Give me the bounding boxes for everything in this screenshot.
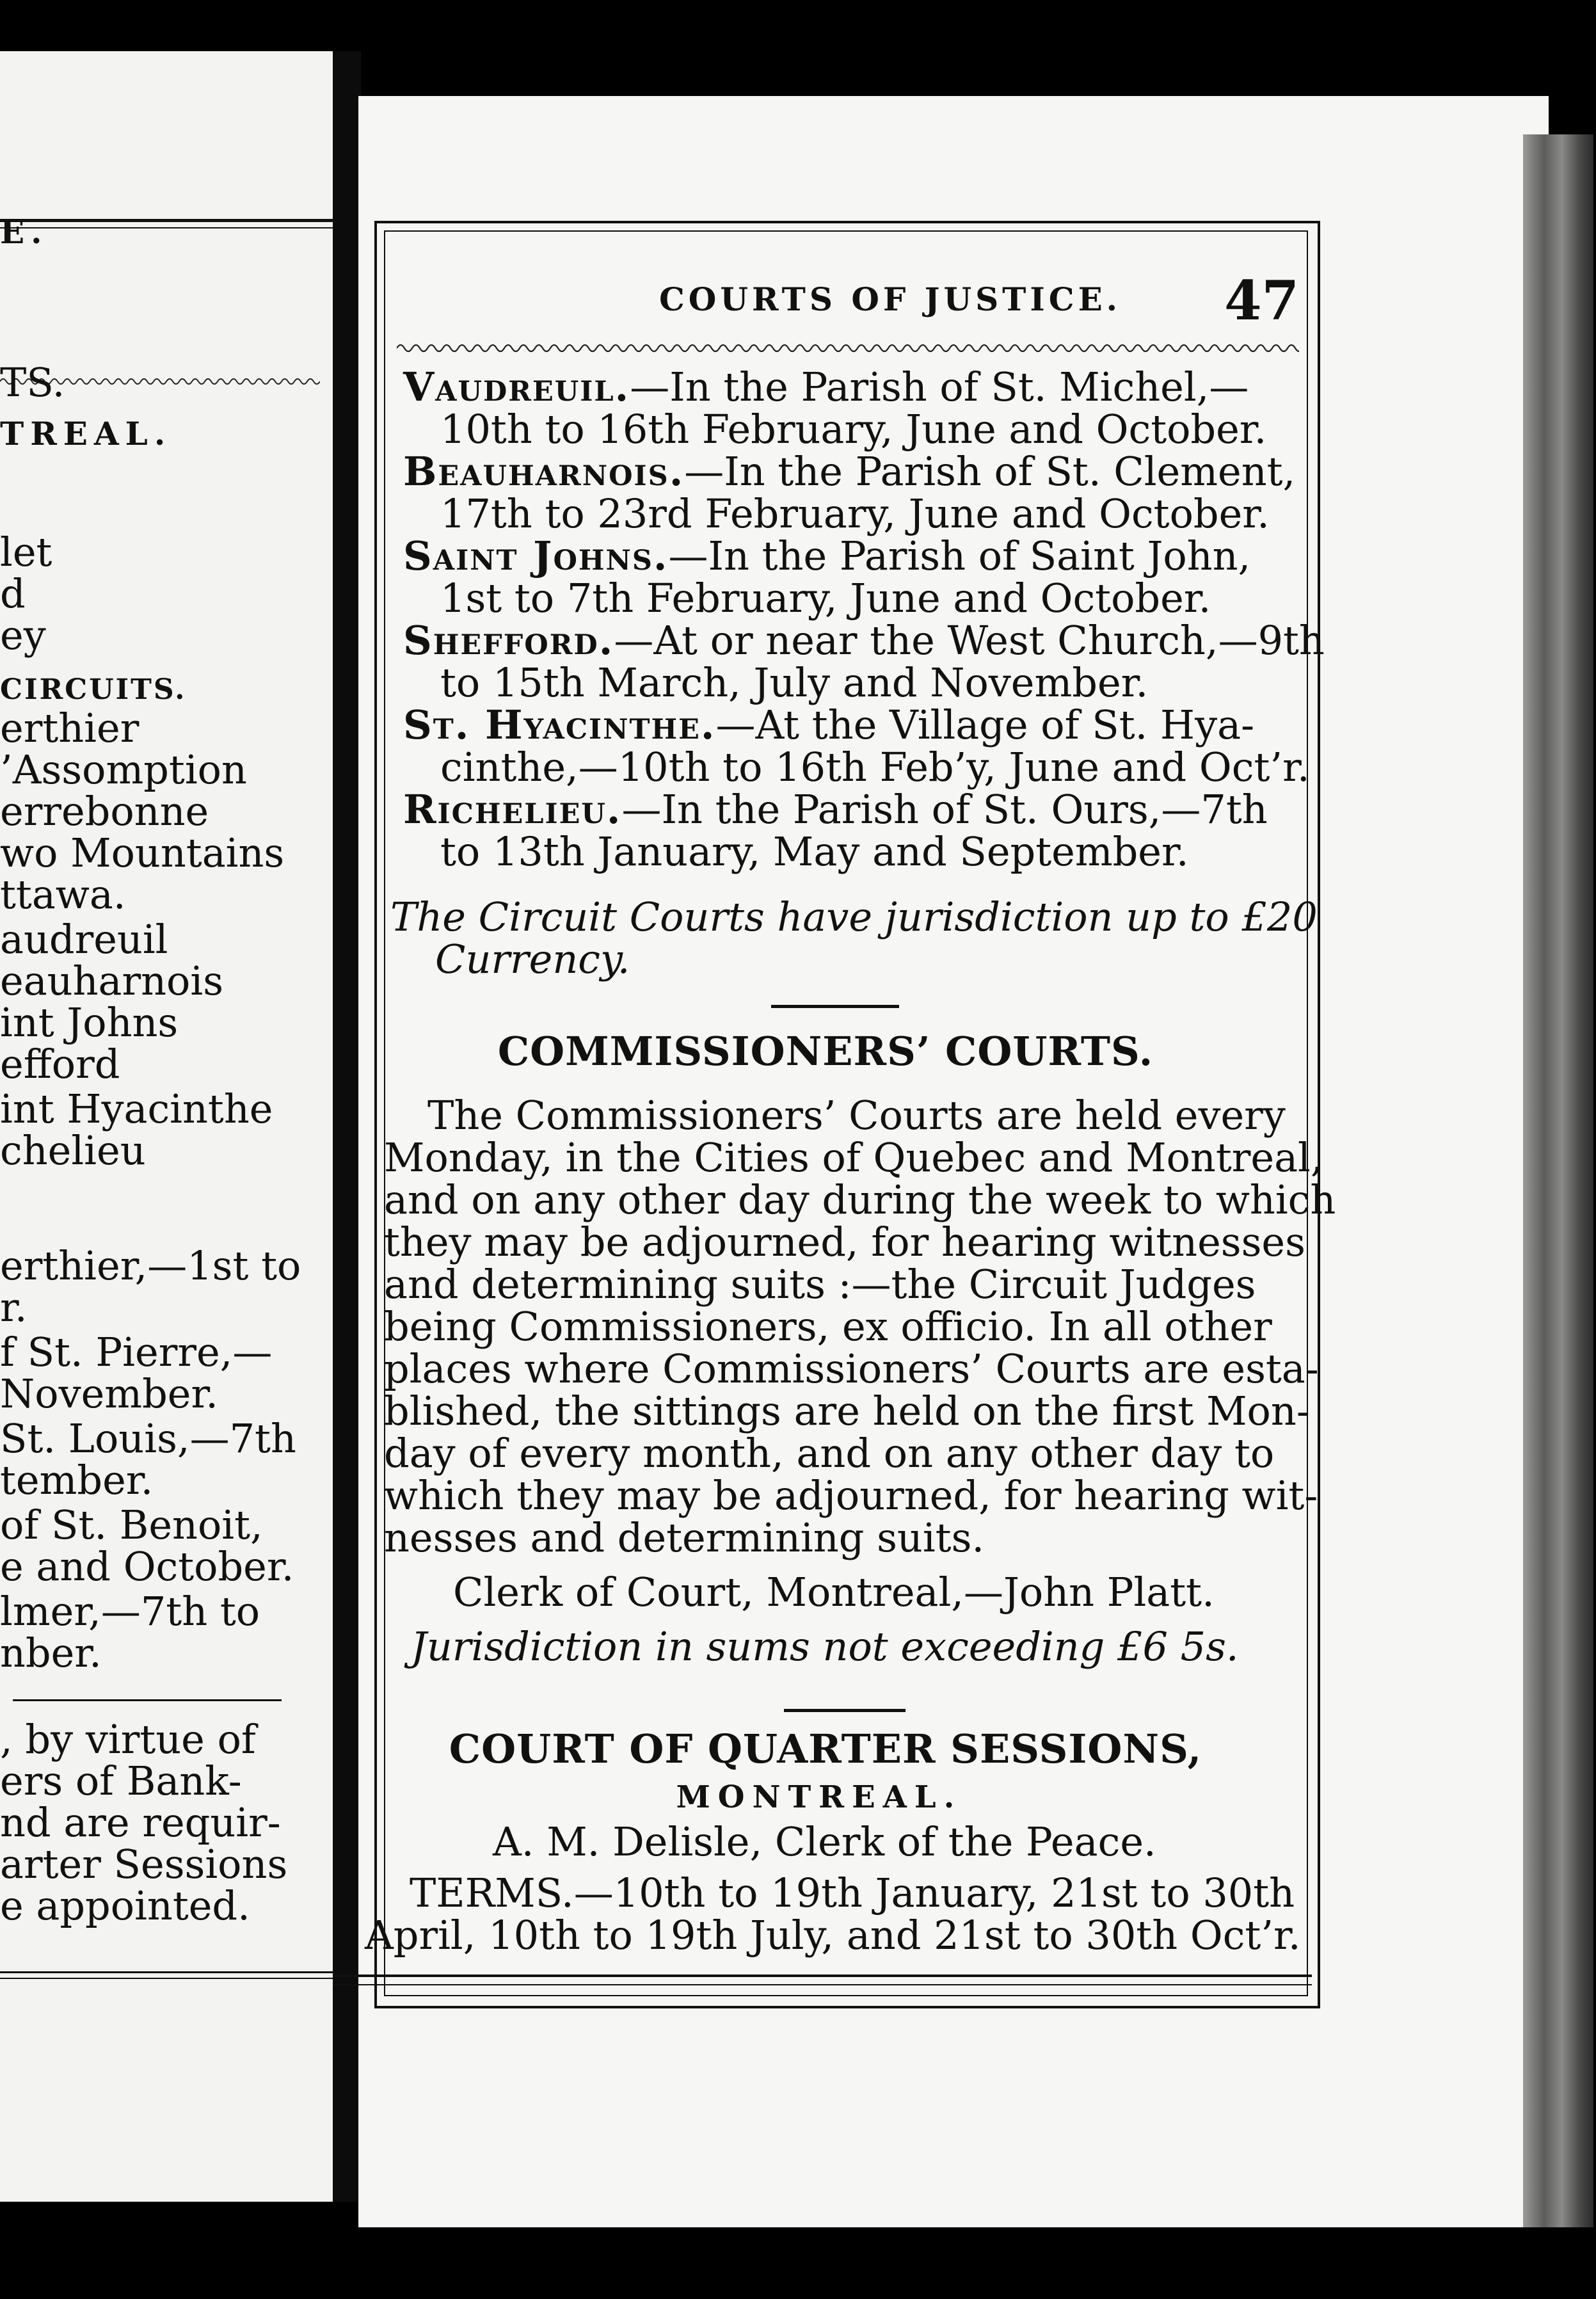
paragraph-line: and determining suits :—the Circuit Judges [384, 1261, 1256, 1308]
section-divider [771, 1005, 899, 1008]
circuit-entry [403, 617, 1325, 664]
left-page-line: nd are requir- [0, 1799, 281, 1846]
circuit-name: Richelieu. [403, 786, 622, 833]
left-page-line: ey [0, 612, 46, 659]
circuit-location: —In the Parish of St. Michel,— [630, 364, 1249, 410]
bottom-rule-thin [333, 1984, 1312, 1985]
paragraph-line: being Commissioners, ex officio. In all other [384, 1303, 1272, 1350]
left-page-line: f St. Pierre,— [0, 1329, 273, 1375]
left-page-line: r. [0, 1284, 28, 1331]
circuit-location: —At or near the West Church,—9th [614, 617, 1325, 664]
bottom-rule [333, 1975, 1312, 1977]
circuit-note-line-2: Currency. [435, 936, 630, 982]
left-page-line: efford [0, 1041, 120, 1087]
bottom-rule [0, 1971, 333, 1973]
left-page-line: e and October. [0, 1543, 294, 1590]
paragraph-line: and on any other day during the week to which [384, 1176, 1336, 1223]
left-page-line: ’Assomption [0, 746, 247, 793]
left-page-line: CIRCUITS. [0, 673, 187, 706]
circuit-location: —In the Parish of St. Clement, [684, 448, 1296, 495]
commissioners-clerk: Clerk of Court, Montreal,—John Platt. [453, 1569, 1215, 1615]
circuit-location: —In the Parish of Saint John, [668, 533, 1251, 579]
previous-page-fragment [0, 51, 333, 2202]
left-page-line: audreuil [0, 916, 168, 963]
commissioners-heading: COMMISSIONERS’ COURTS. [497, 1028, 1154, 1075]
circuit-dates: to 15th March, July and November. [440, 659, 1149, 706]
circuit-name: Saint Johns. [403, 533, 669, 579]
left-page-line: , by virtue of [0, 1716, 256, 1763]
circuit-dates: to 13th January, May and September. [440, 828, 1189, 875]
paragraph-line: places where Commissioners’ Courts are esta- [384, 1345, 1319, 1392]
left-page-line: int Hyacinthe [0, 1085, 273, 1132]
circuit-name: Beauharnois. [403, 448, 685, 495]
left-page-line: November. [0, 1370, 218, 1417]
circuit-name: Shefford. [403, 617, 614, 664]
left-page-line: E. [0, 213, 49, 251]
section-rule [13, 1699, 282, 1701]
circuit-location: —In the Parish of St. Ours,—7th [621, 786, 1268, 833]
paragraph-line: The Commissioners’ Courts are held every [427, 1092, 1286, 1139]
paragraph-line: blished, the sittings are held on the first Mon- [384, 1388, 1310, 1434]
left-page-line: arter Sessions [0, 1841, 288, 1887]
left-page-line: TS. [0, 359, 65, 406]
left-page-line: St. Louis,—7th [0, 1415, 296, 1462]
paragraph-line: nesses and determining suits. [384, 1514, 985, 1561]
left-page-line: ers of Bank- [0, 1758, 242, 1804]
paragraph-line: Monday, in the Cities of Quebec and Montreal, [384, 1134, 1323, 1181]
circuit-entry [403, 786, 1325, 833]
header-ornament-rule [397, 339, 1299, 357]
circuit-dates: 17th to 23rd February, June and October. [440, 490, 1270, 537]
left-page-line: of St. Benoit, [0, 1502, 263, 1548]
circuit-dates: cinthe,—10th to 16th Feb’y, June and Oct’r. [440, 744, 1310, 790]
left-page-line: erthier,—1st to [0, 1242, 301, 1289]
circuit-name: St. Hyacinthe. [403, 701, 716, 748]
top-rule [0, 219, 333, 222]
top-rule-thin [0, 227, 333, 228]
circuit-entry [403, 448, 1325, 495]
page-header [397, 269, 1299, 346]
left-page-line: wo Mountains [0, 829, 285, 876]
left-page-line: lmer,—7th to [0, 1588, 260, 1635]
terms-line-1: TERMS.—10th to 19th January, 21st to 30th [410, 1870, 1295, 1916]
paragraph-line: day of every month, and on any other day to [384, 1430, 1275, 1477]
terms-line-2: April, 10th to 19th July, and 21st to 30th Oct’r. [365, 1912, 1301, 1959]
circuit-dates: 1st to 7th February, June and October. [440, 575, 1211, 621]
circuit-name: Vaudreuil. [403, 364, 630, 410]
paragraph-line: which they may be adjourned, for hearing wit- [384, 1472, 1318, 1519]
left-page-line: e appointed. [0, 1882, 250, 1929]
quarter-sessions-city: MONTREAL. [676, 1779, 962, 1815]
circuit-entry [403, 366, 1325, 408]
book-gutter [333, 51, 361, 2202]
left-page-line: tember. [0, 1457, 154, 1503]
paragraph-line: they may be adjourned, for hearing witnesses [384, 1219, 1305, 1265]
left-page-line: int Johns [0, 999, 179, 1046]
circuit-dates: 10th to 16th February, June and October. [440, 406, 1267, 453]
left-page-line: eauharnois [0, 957, 224, 1004]
left-page-line: TREAL. [0, 415, 172, 453]
quarter-sessions-heading: COURT OF QUARTER SESSIONS, [449, 1726, 1202, 1772]
commissioners-jurisdiction: Jurisdiction in sums not exceeding £6 5s. [411, 1623, 1239, 1670]
page-edges [1523, 134, 1593, 2227]
bottom-rule-thin [0, 1978, 333, 1979]
page-number: 47 [1224, 269, 1299, 332]
left-page-line: d [0, 570, 26, 617]
left-page-line: ttawa. [0, 871, 126, 918]
section-divider [784, 1709, 906, 1712]
left-page-line: chelieu [0, 1127, 146, 1174]
circuit-note-line-1: The Circuit Courts have jurisdiction up to £20 [390, 893, 1318, 940]
left-page-line: errebonne [0, 788, 209, 835]
left-page-line: erthier [0, 705, 140, 751]
running-head: COURTS OF JUSTICE. [659, 280, 1122, 318]
quarter-sessions-clerk: A. M. Delisle, Clerk of the Peace. [493, 1818, 1156, 1865]
left-page-line: nber. [0, 1630, 102, 1676]
circuit-entry [403, 701, 1325, 748]
circuit-location: —At the Village of St. Hya- [715, 701, 1255, 748]
left-page-line: let [0, 529, 52, 575]
circuit-entry [403, 535, 1325, 577]
